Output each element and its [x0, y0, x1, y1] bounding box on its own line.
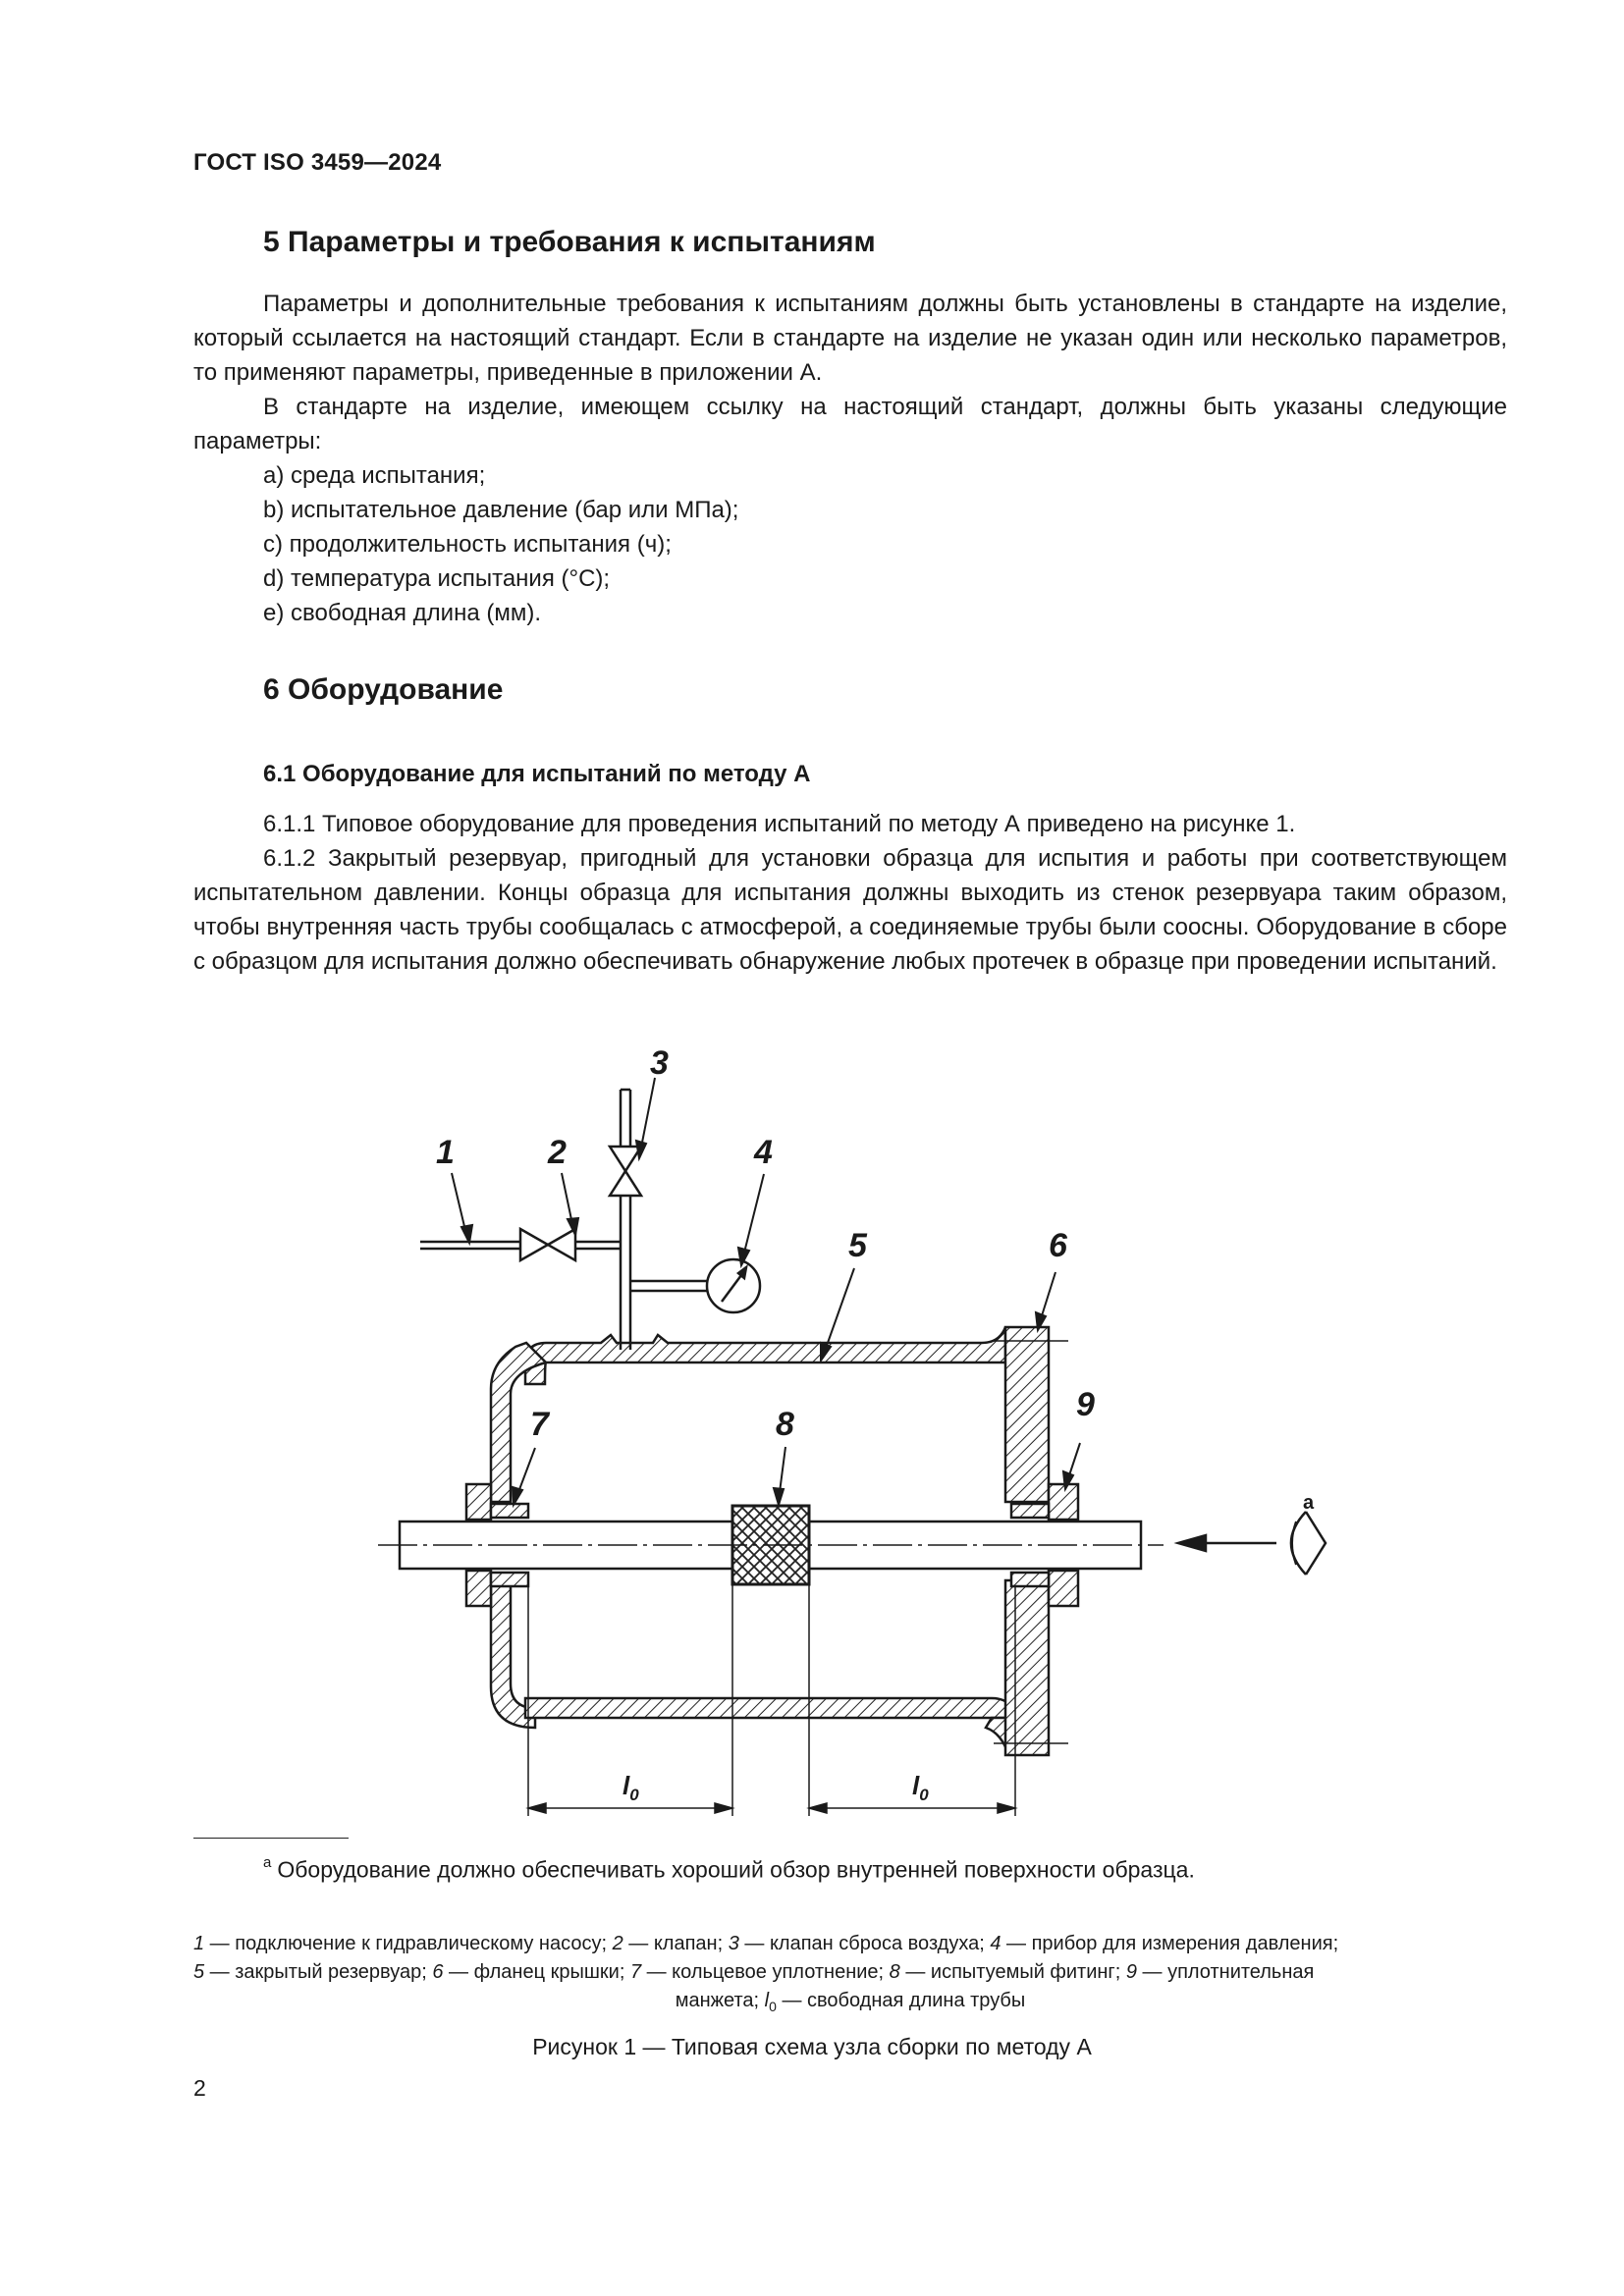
- section-6-title: 6 Оборудование: [263, 673, 504, 706]
- footnote-divider: [193, 1838, 349, 1839]
- callout-1: 1: [436, 1134, 455, 1171]
- callout-3: 3: [650, 1044, 669, 1082]
- paragraph-6-1-2: 6.1.2 Закрытый резервуар, пригодный для установки образца для испытия и работы при соответствующем испытательном давлении. Концы образца для испытания должны выходить из стенок резервуара таким образом, чтобы внутренняя часть трубы сообщалась с атмосферой, а соединяемые трубы были соосны. Оборудование в сборе с образцом для испытания должно обеспечивать обнаружение любых протечек в образце при проведении испытаний.: [193, 845, 1507, 975]
- list-item: d) температура испытания (°С);: [263, 565, 611, 592]
- figure-caption: Рисунок 1 — Типовая схема узла сборки по методу А: [532, 2034, 1092, 2059]
- list-item: c) продолжительность испытания (ч);: [263, 531, 672, 558]
- paragraph-6-1-1: 6.1.1 Типовое оборудование для проведения испытаний по методу А приведено на рисунке 1.: [263, 811, 1296, 837]
- callout-8: 8: [776, 1406, 794, 1443]
- valve-icon: [520, 1229, 575, 1260]
- section-5-title: 5 Параметры и требования к испытаниям: [263, 226, 876, 258]
- air-release-valve-icon: [610, 1147, 641, 1196]
- page-number: 2: [193, 2075, 206, 2101]
- pressure-gauge-icon: [707, 1259, 760, 1312]
- dimension-label-left: $l_0$: [623, 1771, 639, 1804]
- callout-2: 2: [548, 1134, 567, 1171]
- list-item: b) испытательное давление (бар или МПа);: [263, 497, 739, 523]
- section-5-paragraph-2: В стандарте на изделие, имеющем ссылку на настоящий стандарт, должны быть указаны следующие параметры:: [193, 394, 1507, 454]
- callout-5: 5: [848, 1227, 867, 1264]
- section-6-1-title: 6.1 Оборудование для испытаний по методу А: [263, 761, 811, 787]
- view-direction-arrow: [1178, 1535, 1276, 1551]
- callout-4: 4: [754, 1134, 773, 1171]
- eye-icon: [1291, 1512, 1326, 1575]
- callout-6: 6: [1049, 1227, 1067, 1264]
- legend-line-3: манжета; $l_0$ — свободная длина трубы: [675, 1990, 1026, 2014]
- callout-7: 7: [530, 1406, 549, 1443]
- list-item: а) среда испытания;: [263, 462, 486, 489]
- section-5-paragraph-1: Параметры и дополнительные требования к испытаниям должны быть установлены в стандарте на изделие, который ссылается на настоящий стандарт. Если в стандарте на изделие не указан один или несколько параметров, то применяют параметры, приведенные в приложении А.: [193, 291, 1507, 386]
- document-header: ГОСТ ISO 3459—2024: [193, 149, 442, 176]
- callout-9: 9: [1076, 1386, 1095, 1423]
- legend-line-1: 1 — подключение к гидравлическому насосу; 2 — клапан; 3 — клапан сброса воздуха; 4 — прибор для измерения давления;: [193, 1933, 1339, 1954]
- figure-legend: [193, 1930, 1507, 2021]
- dimension-lines: [528, 1569, 1015, 1816]
- view-note-mark: a: [1303, 1492, 1315, 1514]
- figure-footnote: $^a$ Оборудование должно обеспечивать хороший обзор внутренней поверхности образца.: [263, 1854, 1195, 1883]
- list-item: е) свободная длина (мм).: [263, 600, 542, 626]
- dimension-label-right: $l_0$: [912, 1771, 929, 1804]
- legend-line-2: 5 — закрытый резервуар; 6 — фланец крышки; 7 — кольцевое уплотнение; 8 — испытуемый фитинг; 9 — уплотнительная: [193, 1961, 1315, 1983]
